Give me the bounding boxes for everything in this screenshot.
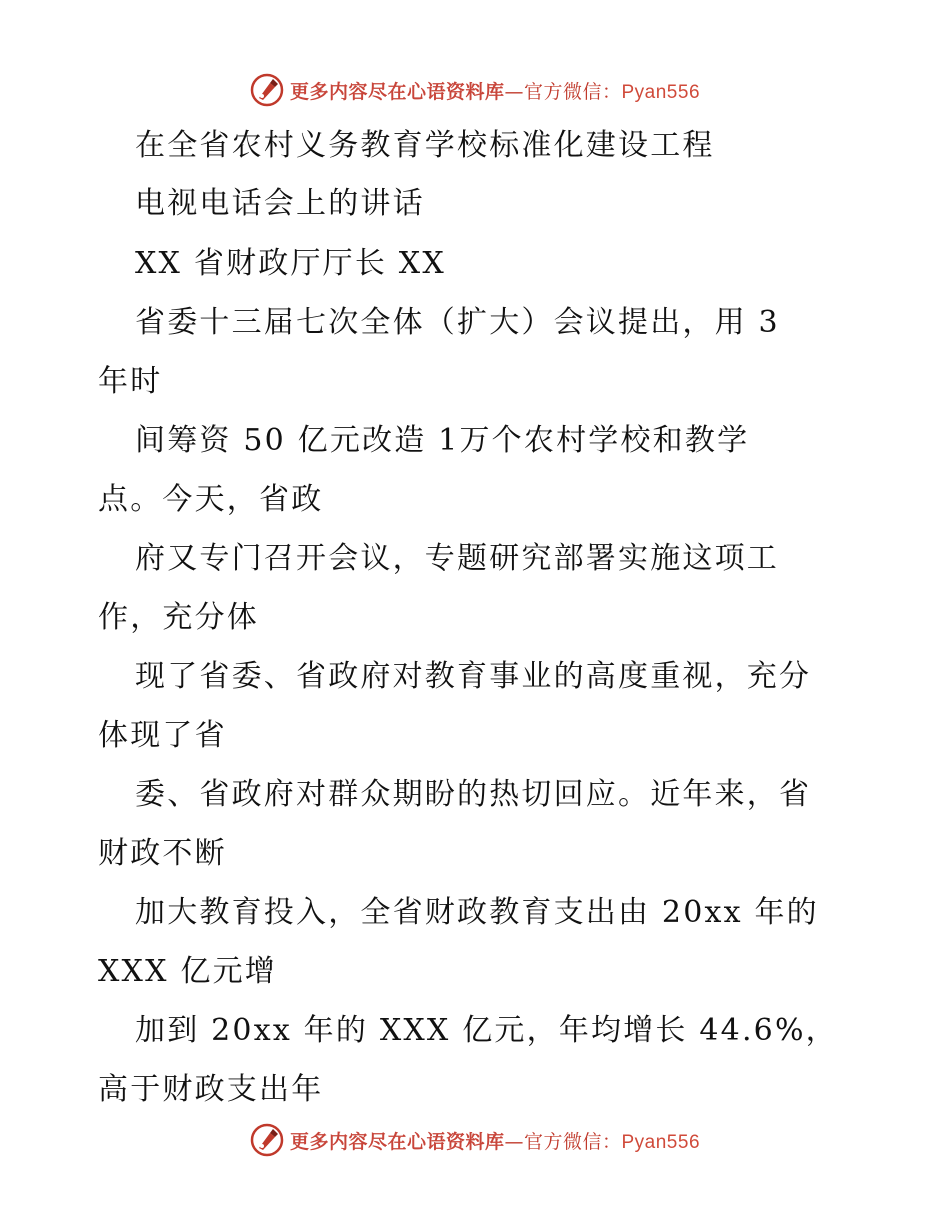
banner-text — [290, 77, 700, 104]
doc-line: 点。今天，省政 — [98, 482, 324, 517]
doc-line: 高于财政支出年 — [98, 1072, 324, 1107]
doc-line: 在全省农村义务教育学校标准化建设工程 — [135, 128, 715, 163]
banner-brand: 更多内容尽在心语资料库 — [289, 1130, 505, 1153]
doc-line: XX 省财政厅厅长 XX — [135, 246, 446, 281]
banner-wechat-id: Pyan556 — [621, 81, 701, 103]
banner-wechat-label: 官方微信： — [523, 1130, 622, 1153]
footer-banner — [0, 1120, 950, 1160]
doc-line: 年时 — [98, 364, 163, 399]
banner-wechat-label: 官方微信： — [523, 80, 622, 103]
doc-line: 加大教育投入，全省财政教育支出由 20xx 年的 — [135, 895, 819, 930]
pen-nib-logo-icon — [250, 73, 284, 107]
doc-line: 委、省政府对群众期盼的热切回应。近年来，省 — [135, 777, 812, 812]
doc-line: 财政不断 — [98, 836, 227, 871]
banner-dash: — — [504, 80, 524, 103]
header-banner — [0, 70, 950, 110]
doc-line: 体现了省 — [98, 718, 227, 753]
doc-line: XXX 亿元增 — [98, 954, 278, 989]
pen-nib-logo-icon — [250, 1123, 284, 1157]
banner-text — [290, 1127, 700, 1154]
doc-line: 间筹资 50 亿元改造 1万个农村学校和教学 — [135, 423, 750, 458]
doc-line: 省委十三届七次全体（扩大）会议提出，用 3 — [135, 305, 780, 340]
doc-line: 现了省委、省政府对教育事业的高度重视，充分 — [135, 659, 812, 694]
doc-line: 加到 20xx 年的 XXX 亿元，年均增长 44.6%， — [135, 1013, 838, 1048]
doc-line: 电视电话会上的讲话 — [135, 186, 425, 221]
doc-line: 府又专门召开会议，专题研究部署实施这项工 — [135, 541, 779, 576]
banner-wechat-id: Pyan556 — [621, 1131, 701, 1153]
banner-dash: — — [504, 1130, 524, 1153]
doc-line: 作，充分体 — [98, 600, 259, 635]
banner-brand: 更多内容尽在心语资料库 — [289, 80, 505, 103]
